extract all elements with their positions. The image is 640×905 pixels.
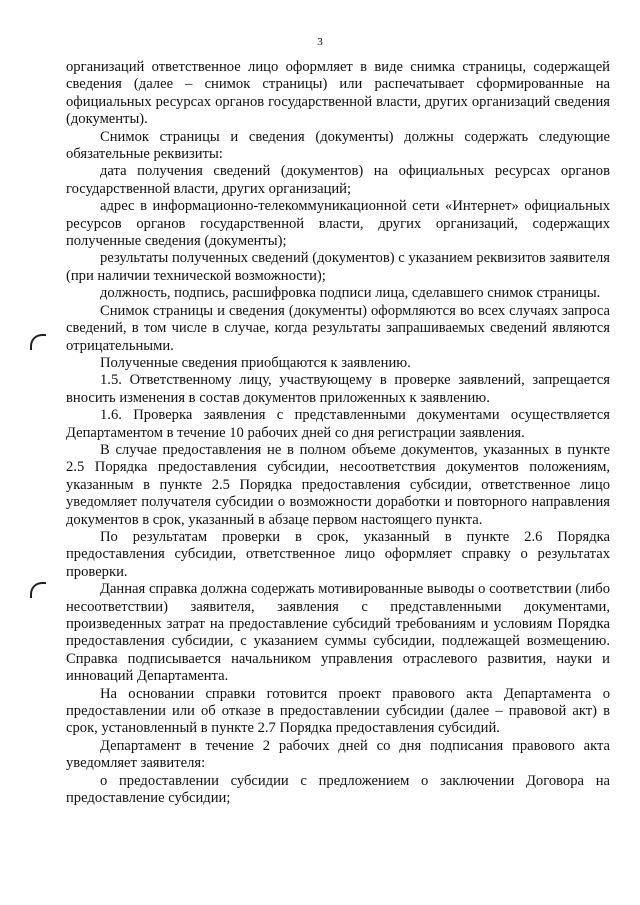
paragraph-requisite-date: дата получения сведений (документов) на официальных ресурсах органов государственной власти, других организаций; bbox=[66, 163, 610, 197]
paragraph-1-5: 1.5. Ответственному лицу, участвующему в проверке заявлений, запрещается вносить изменения в состав документов приложенных к заявлению. bbox=[66, 372, 610, 406]
binding-hole-mark-bottom bbox=[30, 582, 46, 598]
paragraph-notification: Департамент в течение 2 рабочих дней со дня подписания правового акта уведомляет заявителя: bbox=[66, 737, 610, 772]
binding-hole-mark-top bbox=[30, 334, 46, 350]
paragraph-snapshot-all-cases: Снимок страницы и сведения (документы) оформляются во всех случаях запроса сведений, в том числе в случае, когда результаты запрашиваемых сведений являются отрицательными. bbox=[66, 302, 610, 354]
paragraph-continuation: организаций ответственное лицо оформляет в виде снимка страницы, содержащей сведения (далее – снимок страницы) или распечатывает сформированные на официальных ресурсах органов государственной власти, других организаций сведения (документы). bbox=[66, 59, 610, 128]
paragraph-attached: Полученные сведения приобщаются к заявлению. bbox=[100, 354, 411, 371]
paragraph-incomplete-documents: В случае предоставления не в полном объеме документов, указанных в пункте 2.5 Порядка предоставления субсидии, несоответствия документов положениям, указанным в пункте 2.5 Порядка предоставления субсидии, ответственное лицо уведомляет получателя субсидии о возможности доработки и повторного направления документов в срок, указанный в абзаце первом настоящего пункта. bbox=[66, 441, 610, 528]
paragraph-requisites-intro: Снимок страницы и сведения (документы) должны содержать следующие обязательные реквизиты: bbox=[66, 128, 610, 163]
paragraph-legal-act: На основании справки готовится проект правового акта Департамента о предоставлении или об отказе в предоставлении субсидии (далее – правовой акт) в срок, установленный в пункте 2.7 Порядка предоставления субсидий. bbox=[66, 685, 610, 737]
paragraph-check-results: По результатам проверки в срок, указанный в пункте 2.6 Порядка предоставления субсидии, ответственное лицо оформляет справку о результатах проверки. bbox=[66, 528, 610, 580]
page-number: 3 bbox=[317, 36, 323, 48]
paragraph-requisite-results: результаты полученных сведений (документов) с указанием реквизитов заявителя (при наличии технической возможности); bbox=[66, 250, 610, 284]
document-body bbox=[66, 59, 610, 807]
paragraph-subsidy-provision: о предоставлении субсидии с предложением о заключении Договора на предоставление субсидии; bbox=[66, 772, 610, 807]
paragraph-requisite-position: должность, подпись, расшифровка подписи лица, сделавшего снимок страницы. bbox=[100, 285, 601, 302]
paragraph-certificate: Данная справка должна содержать мотивированные выводы о соответствии (либо несоответствии) заявителя, заявления с представленными документами, произведенных затрат на предоставление субсидий требованиям и условиям Порядка предоставления субсидии, с указанием суммы субсидии, подлежащей возмещению. Справка подписывается начальником управления отраслевого развития, науки и инноваций Департамента. bbox=[66, 581, 610, 685]
paragraph-requisite-address: адрес в информационно-телекоммуникационной сети «Интернет» официальных ресурсов органов государственной власти, других организаций, содержащих полученные сведения (документы); bbox=[66, 198, 610, 250]
paragraph-1-6: 1.6. Проверка заявления с представленными документами осуществляется Департаментом в течение 10 рабочих дней со дня регистрации заявления. bbox=[66, 407, 610, 441]
